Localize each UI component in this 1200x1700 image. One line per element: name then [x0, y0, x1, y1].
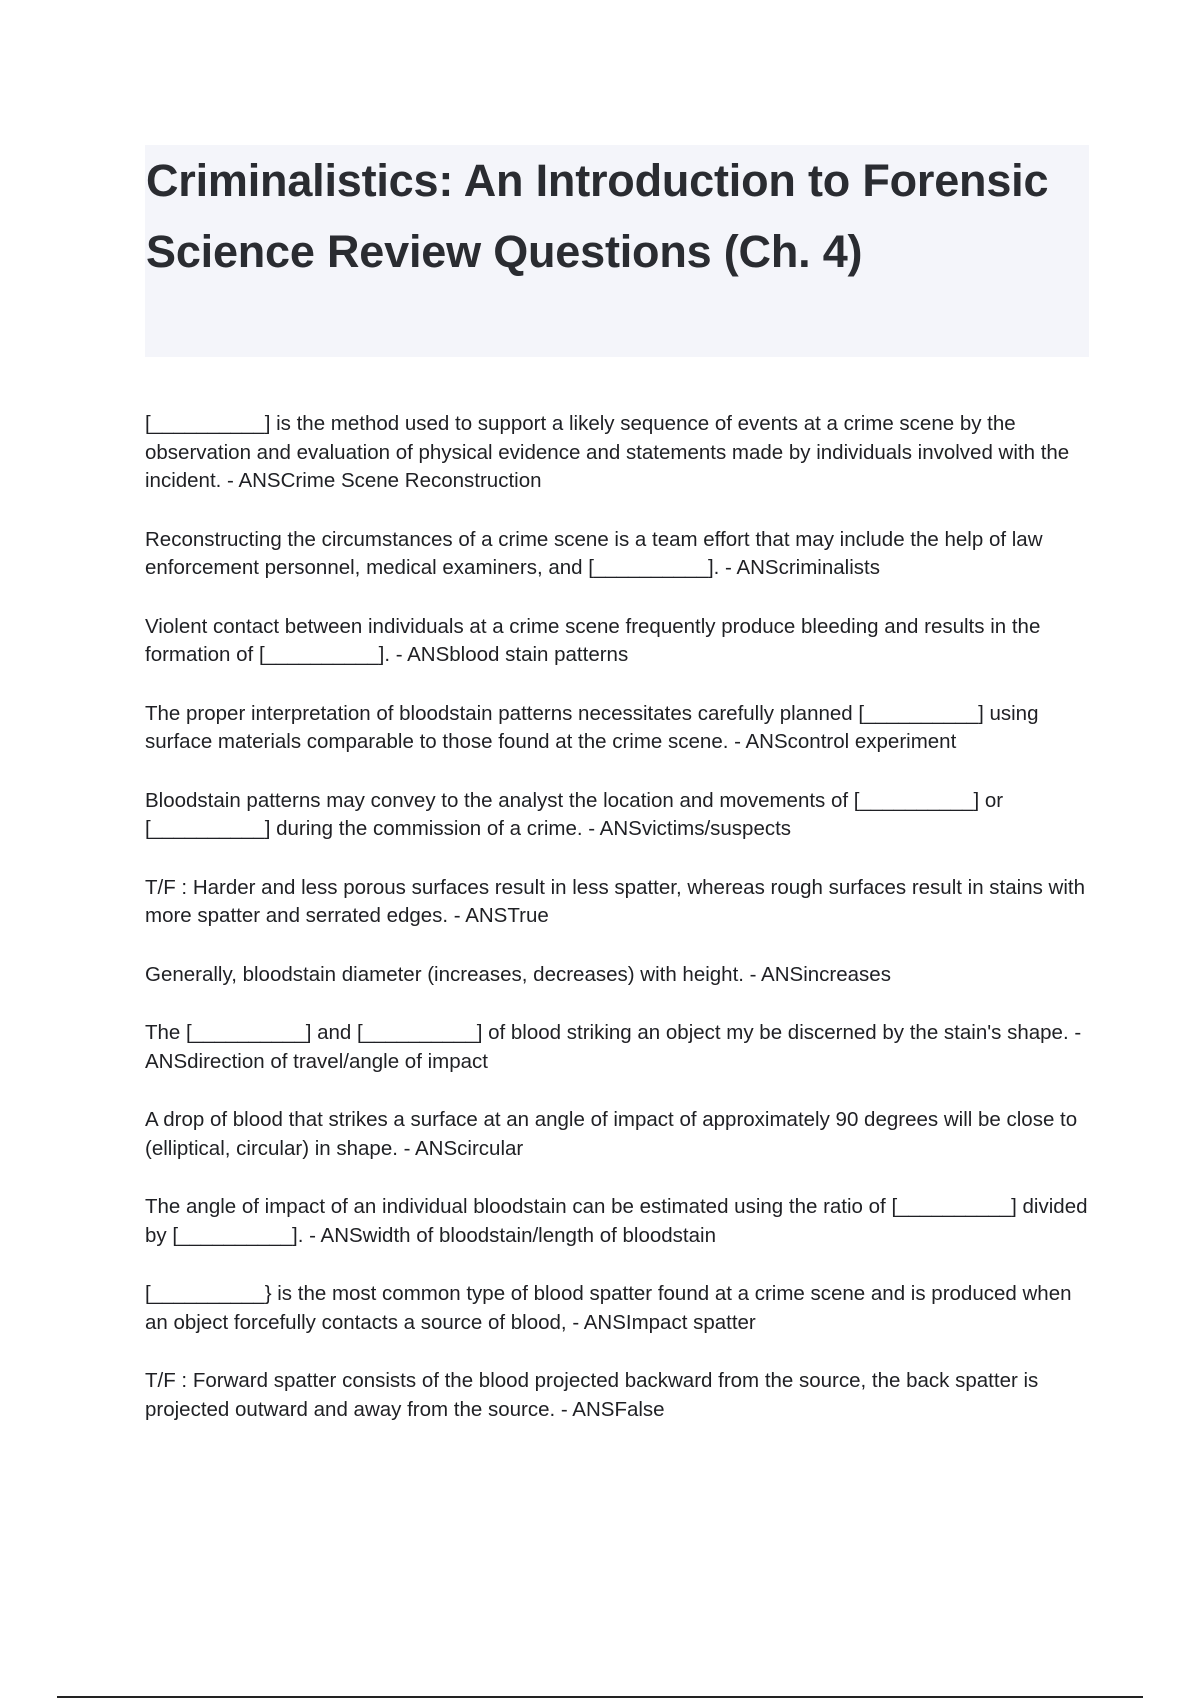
question-item: Reconstructing the circumstances of a crime scene is a team effort that may include the help of law enforcement personnel, medical examiners, and [__________]. - ANScriminalists — [145, 527, 1043, 579]
question-item: The [__________] and [__________] of blood striking an object my be discerned by the stain's shape. - ANSdirection of travel/angle of impact — [145, 1021, 1082, 1073]
question-item: [__________} is the most common type of blood spatter found at a crime scene and is produced when an object forcefully contacts a source of blood, - ANSImpact spatter — [145, 1282, 1072, 1334]
question-item: Generally, bloodstain diameter (increases, decreases) with height. - ANSincreases — [145, 962, 891, 986]
bottom-rule — [57, 1696, 1143, 1698]
question-item: T/F : Harder and less porous surfaces result in less spatter, whereas rough surfaces result in stains with more spatter and serrated edges. - ANSTrue — [145, 875, 1085, 927]
question-list — [145, 410, 1095, 1454]
question-item: A drop of blood that strikes a surface at an angle of impact of approximately 90 degrees will be close to (elliptical, circular) in shape. - ANScircular — [145, 1108, 1078, 1160]
question-item: The angle of impact of an individual bloodstain can be estimated using the ratio of [__________] divided by [__________]. - ANSwidth of bloodstain/length of bloodstain — [145, 1195, 1088, 1247]
page-title: Criminalistics: An Introduction to Forensic Science Review Questions (Ch. 4) — [146, 155, 1049, 277]
question-item: Violent contact between individuals at a crime scene frequently produce bleeding and results in the formation of [__________]. - ANSblood stain patterns — [145, 614, 1041, 666]
question-item: T/F : Forward spatter consists of the blood projected backward from the source, the back spatter is projected outward and away from the source. - ANSFalse — [145, 1369, 1039, 1421]
question-item: Bloodstain patterns may convey to the analyst the location and movements of [__________] or [__________] during the commission of a crime. - ANSvictims/suspects — [145, 788, 1004, 840]
question-item: The proper interpretation of bloodstain patterns necessitates carefully planned [__________] using surface materials comparable to those found at the crime scene. - ANScontrol experiment — [145, 701, 1039, 753]
question-item: [__________] is the method used to support a likely sequence of events at a crime scene by the observation and evaluation of physical evidence and statements made by individuals involved with the incident. - ANSCrime Scene Reconstruction — [145, 412, 1070, 492]
title-block — [145, 145, 1089, 357]
